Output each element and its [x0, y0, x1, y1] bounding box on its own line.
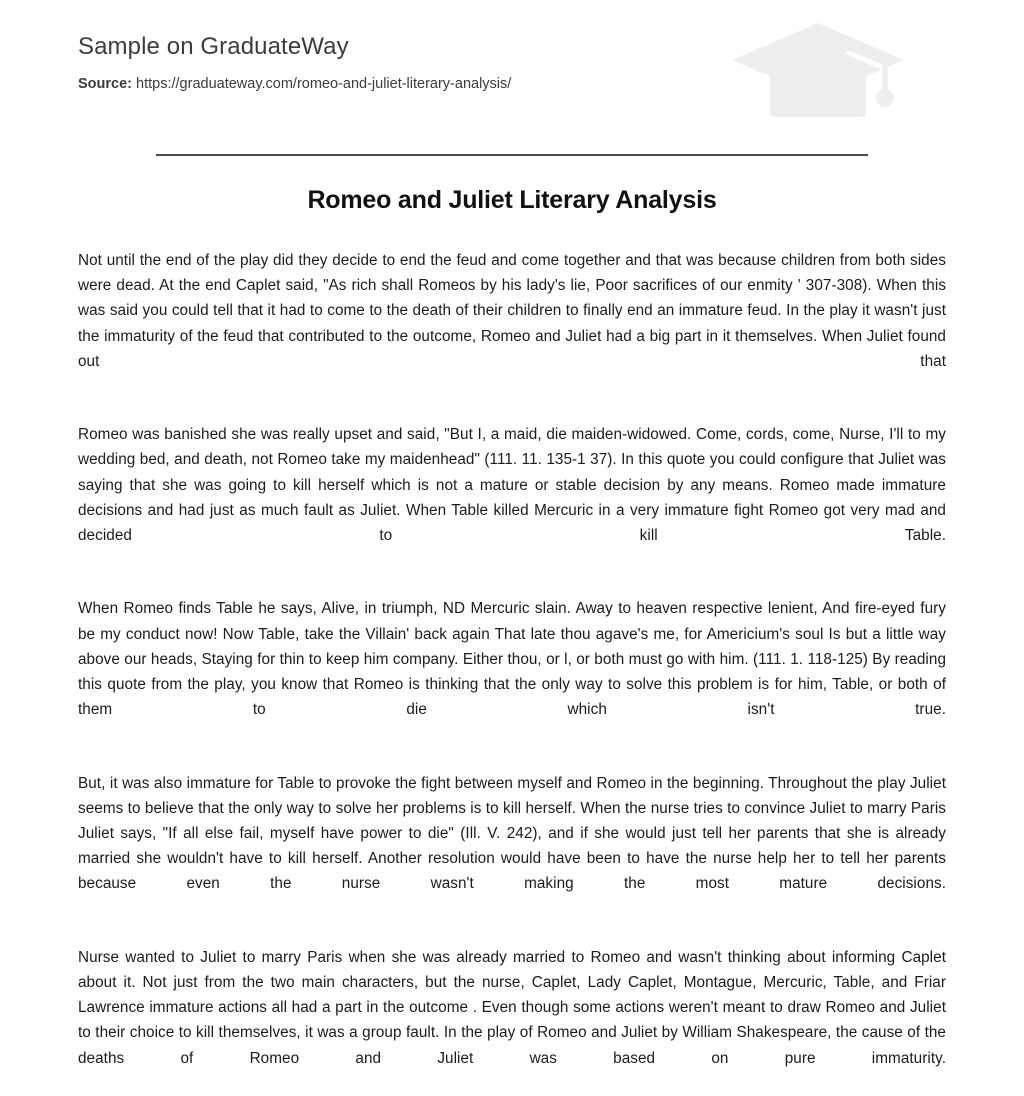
paragraph: Nurse wanted to Juliet to marry Paris when she was already married to Romeo and wasn't thinking about informing Caplet about it. Not just from the two main characters, but the nurse, Caplet, Lady Caplet, Montague, Mercuric, Table, and Friar Lawrence immature actions all had a part in the outcome . Even though some actions weren't meant to draw Romeo and Juliet to their choice to kill themselves, it was a group fault. In the play of Romeo and Juliet by William Shakespeare, the cause of the deaths of Romeo and Juliet was based on pure immaturity. — [78, 948, 946, 1067]
paragraph: Romeo was banished she was really upset and said, "But I, a maid, die maiden-widowed. Come, cords, come, Nurse, I'll to my wedding bed, and death, not Romeo take my maidenhead" (111. 11. 135-1 37). In this quote you could configure that Juliet was saying that she was going to kill herself which is not a mature or stable decision by any means. Romeo made immature decisions and had just as much fault as Juliet. When Table killed Mercuric in a very immature fight Romeo got very mad and decided to kill Table. — [78, 426, 946, 545]
essay-body — [78, 215, 946, 1096]
site-name: Sample on GraduateWay — [78, 33, 349, 60]
paragraph: Not until the end of the play did they decide to end the feud and come together and that was because children from both sides were dead. At the end Caplet said, "As rich shall Romeos by his lady's lie, Poor sacrifices of our enmity ' 307-308). When this was said you could tell that it had to come to the death of their children to finally end an immature feud. In the play it wasn't just the immaturity of the feud that contributed to the outcome, Romeo and Juliet had a big part in it themselves. When Juliet found out that — [78, 252, 946, 370]
paragraph: But, it was also immature for Table to provoke the fight between myself and Romeo in the beginning. Throughout the play Juliet seems to believe that the only way to solve her problems is to kill herself. When the nurse tries to convince Juliet to marry Paris Juliet says, "If all else fail, myself have power to die" (Ill. V. 242), and if she would just tell her parents that she is already married she wouldn't have to kill herself. Another resolution would have been to have the nurse help her to tell her parents because even the nurse wasn't making the most mature decisions. — [78, 774, 946, 893]
header-divider — [156, 154, 868, 156]
document-header — [78, 0, 946, 120]
paragraph: When Romeo finds Table he says, Alive, in triumph, ND Mercuric slain. Away to heaven respective lenient, And fire-eyed fury be my conduct now! Now Table, take the Villain' back again That late thou agave's me, for Americium's soul Is but a little way above our heads, Staying for thin to keep him company. Either thou, or l, or both must go with him. (111. 1. 118-125) By reading this quote from the play, you know that Romeo is thinking that the only way to solve this problem is for him, Table, or both of them to die which isn't true. — [78, 600, 946, 719]
graduation-cap-icon — [728, 14, 918, 124]
page-title: Romeo and Juliet Literary Analysis — [307, 186, 717, 214]
source-label: Source: — [78, 76, 132, 93]
source-url[interactable]: https://graduateway.com/romeo-and-juliet-literary-analysis/ — [136, 76, 512, 93]
